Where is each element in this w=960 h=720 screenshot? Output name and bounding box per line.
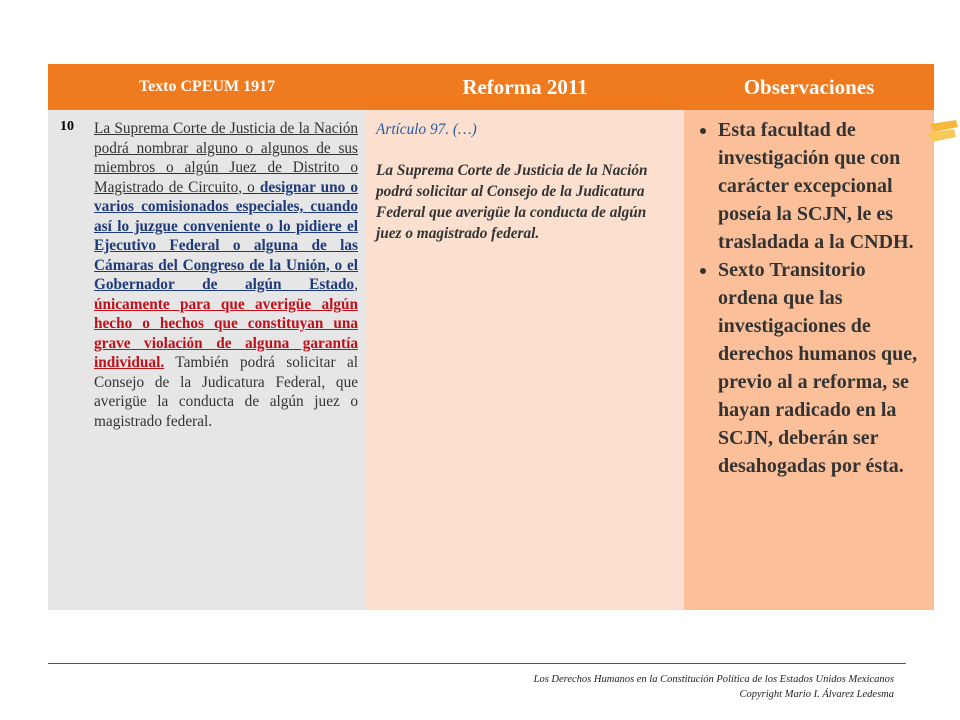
- observations-list: [690, 116, 924, 480]
- header-reforma-2011: Reforma 2011: [366, 64, 684, 110]
- table-row: [48, 110, 934, 610]
- reforma-body: La Suprema Corte de Justicia de la Nación podrá solicitar al Consejo de la Judicatura Federal que averigüe la conducta de algún juez o magistrado federal.: [376, 162, 648, 242]
- reforma-2011-text: [366, 110, 684, 610]
- footer: [534, 672, 894, 702]
- old-text-violation: únicamente para que averigüe algún hecho o hechos que constituyan una grave violación de alguna garantía individual.: [94, 295, 359, 371]
- header-observaciones: Observaciones: [684, 64, 934, 110]
- observation-item: • Sexto Transitorio ordena que las investigaciones de derechos humanos que, previo al a reforma, se hayan radicado en la SCJN, deberán ser desahogadas por ésta.: [718, 256, 924, 480]
- article-reference: Artículo 97. (…): [376, 121, 477, 138]
- row-number: 10: [48, 110, 94, 610]
- footer-title: Los Derechos Humanos en la Constitución Política de los Estados Unidos Mexicanos: [533, 674, 894, 685]
- cpeum-1917-text: [94, 110, 366, 610]
- old-text-part5: También podrá solicitar al Consejo de la Judicatura Federal, que averigüe la conducta de algún juez o magistrado federal.: [94, 354, 359, 430]
- table-header-row: [48, 64, 934, 110]
- old-text-commissioners: designar uno o varios comisionados especiales, cuando así lo juzgue conveniente o lo pidiere el Ejecutivo Federal o alguna de las Cámaras del Congreso de la Unión, o el Gobernador de algún Estado: [94, 178, 359, 293]
- old-text-separator: ,: [354, 276, 359, 293]
- observation-item: • Esta facultad de investigación que con carácter excepcional poseía la SCJN, le es trasladada a la CNDH.: [718, 116, 924, 256]
- comparison-table: [48, 64, 934, 610]
- footer-divider: [48, 663, 906, 664]
- footer-copyright: Copyright Mario I. Álvarez Ledesma: [739, 689, 894, 700]
- orange-brush-icon: [926, 118, 960, 146]
- old-text-part1: La Suprema Corte de Justicia de la Nación podrá nombrar alguno o algunos de sus miembros o algún Juez de Distrito o Magistrado de Circuito, o: [94, 120, 359, 196]
- observaciones-cell: [684, 110, 934, 610]
- header-cpeum-1917: Texto CPEUM 1917: [48, 64, 366, 110]
